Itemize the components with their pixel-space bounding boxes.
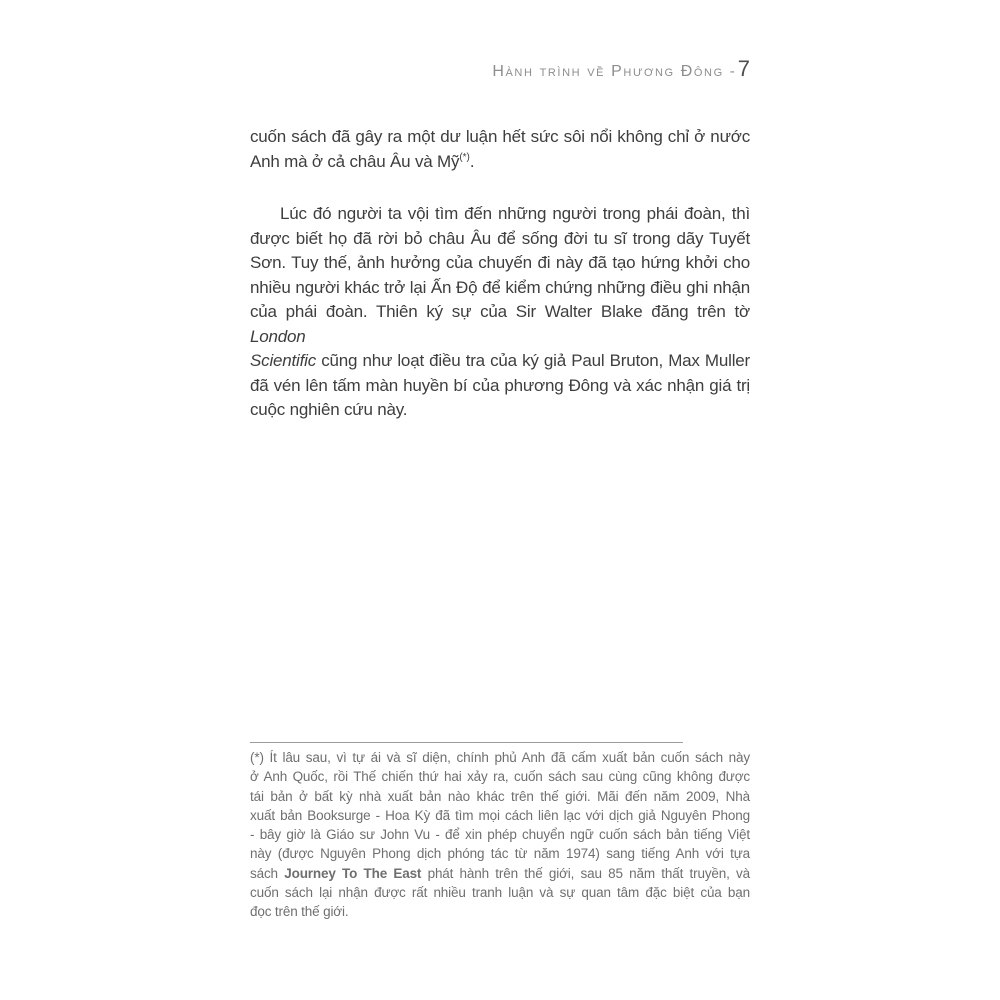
text-segment: cuốn sách đã gây ra một dư luận hết sức sôi nổi không chỉ ở nước <box>250 127 750 146</box>
text-line <box>250 125 750 150</box>
paragraph <box>250 202 750 423</box>
running-header <box>250 57 750 83</box>
text-segment: Journey To The East <box>284 865 422 881</box>
text-line <box>250 150 750 178</box>
text-segment: xuất bản Booksurge - Hoa Kỳ đã tìm mọi cách liên lạc với dịch giả Nguyên Phong <box>250 807 750 823</box>
paragraph <box>250 125 750 177</box>
text-segment: London <box>250 326 306 346</box>
text-segment: này (được Nguyên Phong dịch phóng tác từ năm 1974) sang tiếng Anh với tựa <box>250 846 750 862</box>
text-line <box>250 748 750 767</box>
text-segment: . <box>469 151 475 171</box>
text-segment: Lúc đó người ta vội tìm đến những người trong phái đoàn, thì <box>280 204 750 223</box>
text-line <box>250 767 750 786</box>
text-segment: cũng như loạt điều tra của ký giả Paul Bruton, Max Muller <box>316 351 750 370</box>
text-segment: - bây giờ là Giáo sư John Vu - để xin phép chuyển ngữ cuốn sách bản tiếng Việt <box>250 827 750 843</box>
text-segment: (*) Ít lâu sau, vì tự ái và sĩ diện, chính phủ Anh đã cấm xuất bản cuốn sách này <box>250 750 750 765</box>
text-segment: của phái đoàn. Thiên ký sự của Sir Walter Blake đăng trên tờ <box>250 302 750 321</box>
text-segment: Anh mà ở cả châu Âu và Mỹ <box>250 151 460 171</box>
text-line <box>250 374 750 399</box>
text-segment: nhiều người khác trở lại Ấn Độ để kiểm chứng những điều ghi nhận <box>250 277 750 297</box>
text-line <box>250 349 750 374</box>
text-line <box>250 806 750 825</box>
text-line <box>250 825 750 844</box>
text-segment: Sơn. Tuy thế, ảnh hưởng của chuyến đi này đã tạo hứng khởi cho <box>250 253 750 272</box>
footnote-marker: (*) <box>459 151 470 163</box>
text-line <box>250 251 750 276</box>
footnote-rule <box>250 742 683 743</box>
footnote <box>250 742 750 922</box>
text-segment: đọc trên thế giới. <box>250 904 349 920</box>
footnote-text <box>250 748 750 922</box>
running-header-separator: - <box>729 63 735 80</box>
text-segment: phát hành trên thế giới, sau 85 năm thất truyền, và <box>421 865 750 881</box>
text-line <box>250 276 750 301</box>
text-line <box>250 398 750 423</box>
text-segment: đã vén lên tấm màn huyền bí của phương Đông và xác nhận giá trị <box>250 375 750 395</box>
text-line <box>250 902 750 921</box>
text-line <box>250 787 750 806</box>
text-segment: cuộc nghiên cứu này. <box>250 400 408 419</box>
page-number: 7 <box>737 56 750 81</box>
text-line <box>250 883 750 902</box>
text-segment: Scientific <box>250 351 317 370</box>
text-line <box>250 864 750 883</box>
text-line <box>250 202 750 227</box>
text-segment: cuốn sách lại nhận được rất nhiều tranh luận và sự quan tâm đặc biệt của bạn <box>250 885 750 901</box>
running-header-title: Hành trình về Phương Đông <box>492 63 724 80</box>
text-segment: được biết họ đã rời bỏ châu Âu để sống đời tu sĩ trong dãy Tuyết <box>250 228 750 248</box>
text-line <box>250 300 750 349</box>
text-segment: tái bản ở bất kỳ nhà xuất bản nào khác trên thế giới. Mãi đến năm 2009, Nhà <box>250 788 750 804</box>
text-line <box>250 844 750 863</box>
text-segment: sách <box>250 865 285 881</box>
text-segment: ở Anh Quốc, rồi Thế chiến thứ hai xảy ra, cuốn sách sau cùng cũng không được <box>250 769 750 785</box>
body-text <box>250 125 750 423</box>
text-line <box>250 227 750 252</box>
